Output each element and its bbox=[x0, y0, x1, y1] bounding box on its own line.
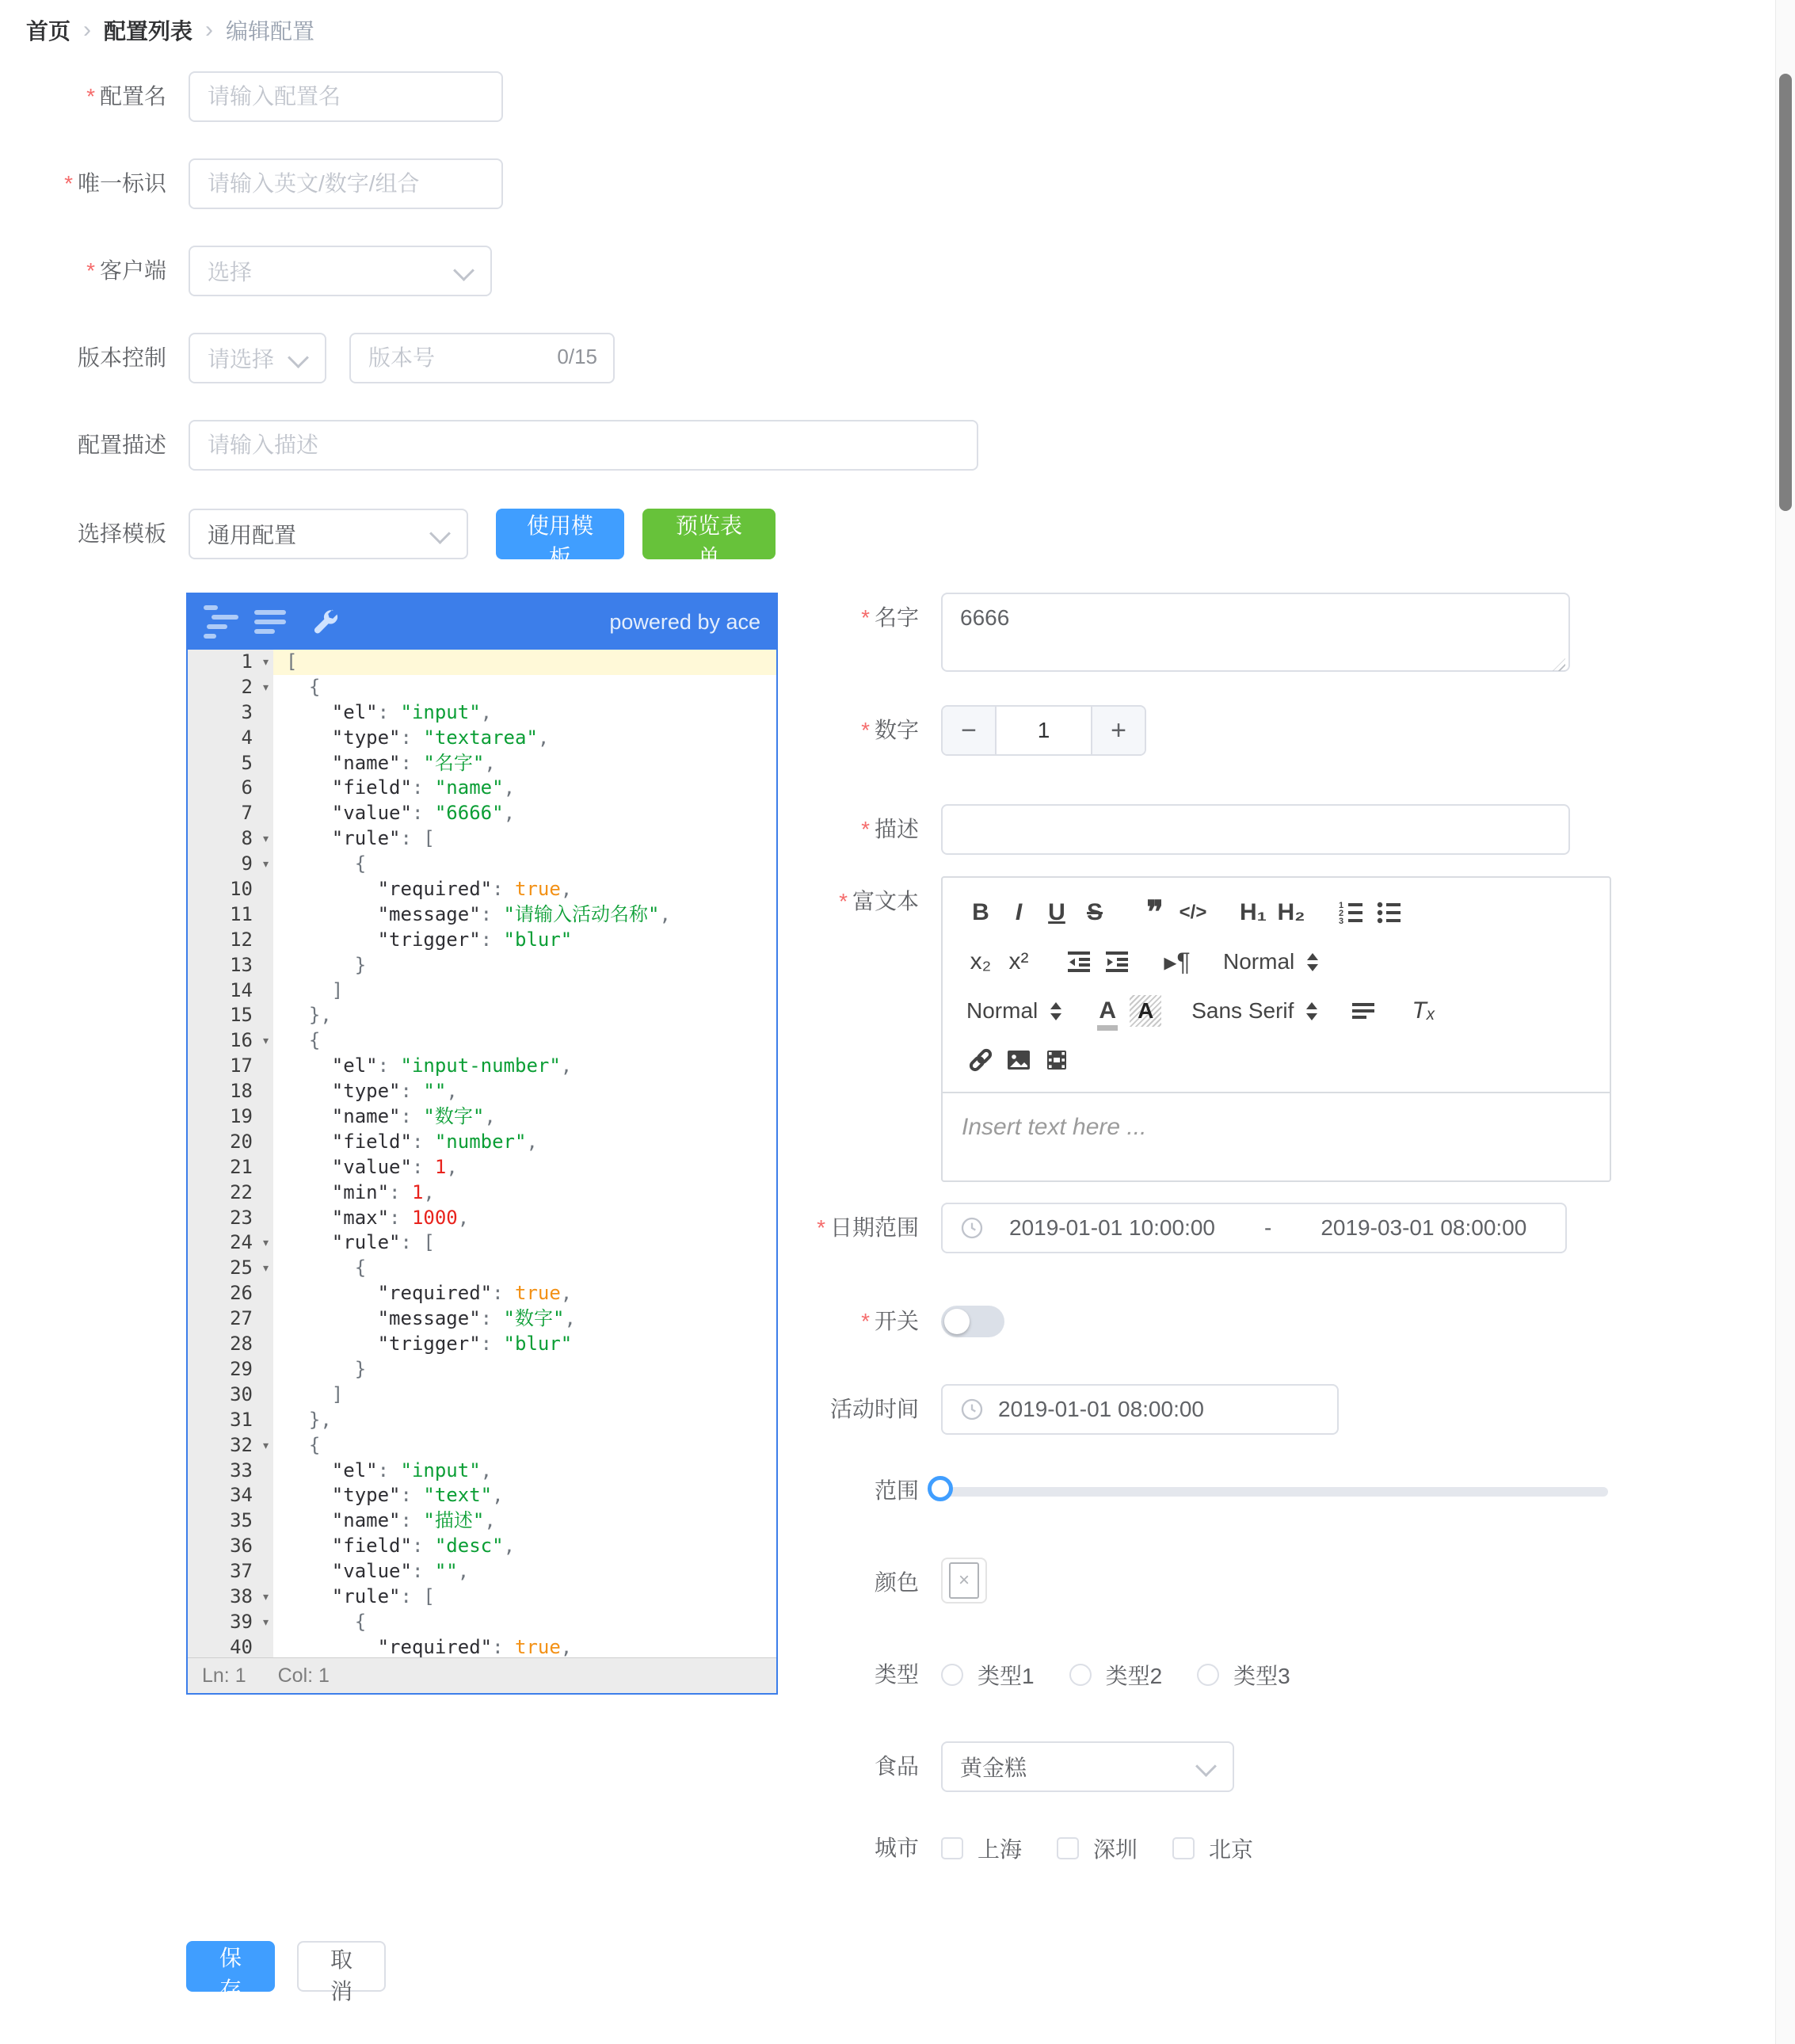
chevron-down-icon bbox=[453, 260, 474, 281]
code-line[interactable]: 9 ▾ { bbox=[188, 852, 776, 877]
line-number: 5 bbox=[188, 751, 273, 776]
line-number[interactable]: 1 ▾ bbox=[188, 650, 273, 675]
code-line[interactable]: 32 ▾ { bbox=[188, 1433, 776, 1459]
desc-label: * 描述 bbox=[784, 804, 919, 855]
code-line[interactable]: 5 "name": "名字", bbox=[188, 751, 776, 776]
line-number: 31 bbox=[188, 1408, 273, 1433]
date-range-picker[interactable] bbox=[941, 1203, 1567, 1253]
checkbox-shanghai[interactable]: 上海 bbox=[941, 1832, 1022, 1864]
bullet-list-icon[interactable] bbox=[1370, 894, 1408, 932]
video-icon[interactable] bbox=[1038, 1041, 1076, 1079]
editor-status-bar bbox=[188, 1657, 776, 1693]
checkbox-beijing[interactable]: 北京 bbox=[1172, 1832, 1253, 1864]
cancel-button[interactable]: 取消 bbox=[297, 1941, 386, 1992]
settings-wrench-icon[interactable] bbox=[305, 604, 346, 639]
code-line[interactable]: 20 "field": "number", bbox=[188, 1130, 776, 1155]
code-line[interactable]: 35 "name": "描述", bbox=[188, 1508, 776, 1534]
code-line[interactable]: 34 "type": "text", bbox=[188, 1483, 776, 1508]
line-number: 29 bbox=[188, 1357, 273, 1382]
type-label: 类型 bbox=[874, 1662, 919, 1687]
fold-arrow-icon[interactable]: ▾ bbox=[261, 1588, 270, 1605]
version-select[interactable] bbox=[189, 333, 326, 383]
line-number: 18 bbox=[188, 1079, 273, 1104]
line-number[interactable]: 24 ▾ bbox=[188, 1230, 273, 1256]
code-line[interactable]: 36 "field": "desc", bbox=[188, 1534, 776, 1559]
range-label: 范围 bbox=[874, 1478, 919, 1503]
breadcrumb-separator: › bbox=[83, 17, 92, 43]
powered-by-ace-label: powered by ace bbox=[609, 609, 760, 634]
code-line[interactable]: 7 "value": "6666", bbox=[188, 801, 776, 826]
code-line[interactable]: 38 ▾ "rule": [ bbox=[188, 1584, 776, 1610]
food-select-value: 黄金糕 bbox=[960, 1756, 1027, 1780]
city-label: 城市 bbox=[874, 1836, 919, 1860]
config-name-row bbox=[32, 71, 503, 122]
line-number[interactable]: 32 ▾ bbox=[188, 1433, 273, 1459]
date-range-end[interactable]: 2019-03-01 08:00:00 bbox=[1321, 1215, 1527, 1240]
breadcrumb-edit-config: 编辑配置 bbox=[226, 19, 315, 44]
line-number: 30 bbox=[188, 1382, 273, 1408]
number-label: * 数字 bbox=[784, 705, 919, 756]
food-select[interactable] bbox=[941, 1741, 1234, 1792]
code-line[interactable]: 33 "el": "input", bbox=[188, 1459, 776, 1484]
version-control-label: 版本控制 bbox=[77, 345, 166, 370]
code-block-icon[interactable]: </> bbox=[1179, 902, 1207, 923]
subscript-icon[interactable]: x₂ bbox=[970, 948, 992, 974]
config-name-label: * 配置名 bbox=[32, 71, 166, 122]
code-line[interactable]: 40 "required": true, bbox=[188, 1635, 776, 1657]
code-line[interactable]: 25 ▾ { bbox=[188, 1256, 776, 1281]
date-range-row bbox=[784, 1203, 1567, 1253]
line-number[interactable]: 2 ▾ bbox=[188, 675, 273, 700]
header-1-icon[interactable]: H₁ bbox=[1239, 899, 1267, 925]
preview-form-button[interactable]: 预览表单 bbox=[642, 509, 776, 559]
desc-input[interactable] bbox=[941, 804, 1570, 855]
indent-icon[interactable] bbox=[1098, 943, 1136, 981]
dropdown-arrows-icon bbox=[1307, 953, 1318, 971]
rich-text-row bbox=[784, 876, 1611, 1182]
code-line[interactable]: 18 "type": "", bbox=[188, 1079, 776, 1104]
line-number: 28 bbox=[188, 1332, 273, 1357]
fold-arrow-icon[interactable]: ▾ bbox=[261, 1032, 270, 1050]
code-line[interactable]: 29 } bbox=[188, 1357, 776, 1382]
decrease-button[interactable]: − bbox=[943, 707, 997, 754]
code-line[interactable]: 14 ] bbox=[188, 978, 776, 1004]
checkbox-icon bbox=[941, 1837, 963, 1859]
line-number[interactable]: 16 ▾ bbox=[188, 1028, 273, 1054]
range-row bbox=[784, 1474, 1656, 1510]
scrollbar-track[interactable] bbox=[1775, 0, 1795, 2044]
switch-knob bbox=[944, 1309, 970, 1334]
client-select[interactable] bbox=[189, 246, 492, 296]
fold-arrow-icon[interactable]: ▾ bbox=[261, 678, 270, 696]
code-lines[interactable] bbox=[188, 650, 776, 1657]
breadcrumb-separator: › bbox=[205, 17, 214, 43]
code-line[interactable]: 22 "min": 1, bbox=[188, 1180, 776, 1206]
number-input[interactable] bbox=[997, 707, 1091, 754]
code-line[interactable]: 17 "el": "input-number", bbox=[188, 1054, 776, 1079]
line-number: 20 bbox=[188, 1130, 273, 1155]
date-range-label: * 日期范围 bbox=[784, 1203, 919, 1253]
type-row bbox=[784, 1653, 1325, 1697]
fold-arrow-icon[interactable]: ▾ bbox=[261, 1436, 270, 1454]
line-number: 36 bbox=[188, 1534, 273, 1559]
superscript-icon[interactable]: x² bbox=[1008, 948, 1029, 974]
line-number: 15 bbox=[188, 1003, 273, 1028]
checkbox-shenzhen[interactable]: 深圳 bbox=[1057, 1832, 1138, 1864]
code-line[interactable]: 39 ▾ { bbox=[188, 1610, 776, 1635]
code-line[interactable]: 6 "field": "name", bbox=[188, 776, 776, 801]
range-slider[interactable] bbox=[931, 1487, 1608, 1497]
name-label: * 名字 bbox=[784, 593, 919, 643]
fold-arrow-icon[interactable]: ▾ bbox=[261, 1260, 270, 1277]
scrollbar-thumb[interactable] bbox=[1779, 74, 1792, 511]
line-number: 6 bbox=[188, 776, 273, 801]
svg-text:1: 1 bbox=[1339, 901, 1344, 910]
code-line[interactable]: 19 "name": "数字", bbox=[188, 1104, 776, 1130]
template-select[interactable] bbox=[189, 509, 468, 559]
version-select-placeholder: 请选择 bbox=[208, 347, 275, 372]
font-dropdown[interactable] bbox=[1187, 998, 1322, 1024]
bold-icon[interactable]: B bbox=[972, 899, 989, 925]
increase-button[interactable]: + bbox=[1091, 707, 1145, 754]
rich-text-label: * 富文本 bbox=[784, 876, 919, 927]
code-line[interactable]: 15 }, bbox=[188, 1003, 776, 1028]
client-select-placeholder: 选择 bbox=[208, 260, 253, 284]
fold-arrow-icon[interactable]: ▾ bbox=[261, 830, 270, 848]
size-dropdown[interactable] bbox=[1218, 949, 1323, 974]
activity-time-picker[interactable] bbox=[941, 1384, 1339, 1435]
code-editor-header bbox=[188, 594, 776, 650]
line-number: 23 bbox=[188, 1206, 273, 1231]
code-line[interactable]: 2 ▾ { bbox=[188, 675, 776, 700]
status-line: Ln: 1 bbox=[202, 1664, 246, 1687]
city-row bbox=[784, 1826, 1288, 1870]
radio-icon bbox=[1197, 1664, 1219, 1686]
align-icon[interactable] bbox=[1344, 992, 1382, 1030]
underline-icon[interactable]: U bbox=[1048, 899, 1065, 925]
line-number[interactable]: 9 ▾ bbox=[188, 852, 273, 877]
line-number: 7 bbox=[188, 801, 273, 826]
outdent-icon[interactable] bbox=[1060, 943, 1098, 981]
save-button[interactable]: 保存 bbox=[186, 1941, 275, 1992]
line-number: 4 bbox=[188, 726, 273, 751]
fold-arrow-icon[interactable]: ▾ bbox=[261, 1234, 270, 1252]
align-lines-icon[interactable] bbox=[254, 604, 295, 639]
code-line[interactable]: 31 }, bbox=[188, 1408, 776, 1433]
radio-icon bbox=[941, 1664, 963, 1686]
code-line[interactable]: 24 ▾ "rule": [ bbox=[188, 1230, 776, 1256]
code-line[interactable]: 11 "message": "请输入活动名称", bbox=[188, 902, 776, 928]
date-range-start[interactable]: 2019-01-01 10:00:00 bbox=[1009, 1215, 1215, 1240]
clean-format-icon[interactable]: Tₓ bbox=[1412, 997, 1436, 1024]
header-dropdown-value: Normal bbox=[966, 998, 1039, 1023]
line-number[interactable]: 8 ▾ bbox=[188, 826, 273, 852]
image-icon[interactable] bbox=[1000, 1041, 1038, 1079]
template-row bbox=[32, 509, 776, 570]
color-label: 颜色 bbox=[874, 1570, 919, 1595]
activity-time-value[interactable]: 2019-01-01 08:00:00 bbox=[998, 1397, 1204, 1421]
desc-row bbox=[784, 804, 1570, 855]
unique-id-label: * 唯一标识 bbox=[32, 158, 166, 209]
client-row bbox=[32, 246, 492, 296]
unique-id-input[interactable] bbox=[189, 158, 503, 209]
ordered-list-icon[interactable] bbox=[1332, 894, 1370, 932]
line-number[interactable]: 38 ▾ bbox=[188, 1584, 273, 1610]
rich-text-editor bbox=[941, 876, 1611, 1182]
code-line[interactable]: 4 "type": "textarea", bbox=[188, 726, 776, 751]
switch-label: * 开关 bbox=[784, 1299, 919, 1344]
code-line[interactable]: 10 "required": true, bbox=[188, 877, 776, 902]
italic-icon[interactable]: I bbox=[1015, 899, 1023, 925]
breadcrumb bbox=[26, 14, 314, 46]
switch-row bbox=[784, 1299, 1004, 1344]
date-range-separator: - bbox=[1264, 1215, 1272, 1240]
code-line[interactable]: 26 "required": true, bbox=[188, 1281, 776, 1306]
food-row bbox=[784, 1741, 1234, 1792]
use-template-button[interactable]: 使用模板 bbox=[496, 509, 624, 559]
number-row bbox=[784, 705, 1146, 756]
template-select-value: 通用配置 bbox=[208, 523, 297, 547]
radio-icon bbox=[1069, 1664, 1092, 1686]
color-row bbox=[784, 1558, 987, 1608]
config-desc-label: 配置描述 bbox=[77, 433, 166, 457]
name-row bbox=[784, 593, 1570, 676]
code-line[interactable]: 37 "value": "", bbox=[188, 1559, 776, 1584]
activity-time-label: 活动时间 bbox=[829, 1397, 919, 1421]
line-number: 12 bbox=[188, 928, 273, 953]
line-number: 11 bbox=[188, 902, 273, 928]
clock-icon bbox=[960, 1216, 984, 1240]
rich-text-content[interactable]: Insert text here ... bbox=[962, 1114, 1147, 1140]
line-number: 22 bbox=[188, 1180, 273, 1206]
code-line[interactable]: 3 "el": "input", bbox=[188, 700, 776, 726]
line-number: 19 bbox=[188, 1104, 273, 1130]
client-label: * 客户端 bbox=[32, 246, 166, 296]
background-color-icon[interactable]: A bbox=[1126, 992, 1164, 1030]
radio-type2[interactable]: 类型2 bbox=[1069, 1659, 1163, 1691]
svg-text:2: 2 bbox=[1339, 909, 1344, 918]
char-counter: 0/15 bbox=[557, 345, 597, 368]
breadcrumb-config-list[interactable]: 配置列表 bbox=[104, 19, 193, 44]
format-lines-icon[interactable] bbox=[204, 604, 245, 639]
line-number: 33 bbox=[188, 1459, 273, 1484]
radio-type3[interactable]: 类型3 bbox=[1197, 1659, 1290, 1691]
line-number: 35 bbox=[188, 1508, 273, 1534]
line-number[interactable]: 25 ▾ bbox=[188, 1256, 273, 1281]
fold-arrow-icon[interactable]: ▾ bbox=[261, 856, 270, 873]
toggle-switch[interactable] bbox=[941, 1306, 1004, 1337]
text-direction-icon[interactable]: ▸¶ bbox=[1164, 948, 1191, 976]
line-number: 10 bbox=[188, 877, 273, 902]
code-line[interactable]: 8 ▾ "rule": [ bbox=[188, 826, 776, 852]
number-stepper bbox=[941, 705, 1146, 756]
code-line[interactable]: 27 "message": "数字", bbox=[188, 1306, 776, 1332]
line-number: 26 bbox=[188, 1281, 273, 1306]
line-number: 13 bbox=[188, 953, 273, 978]
code-line[interactable]: 1 ▾ [ bbox=[188, 650, 776, 675]
code-editor[interactable] bbox=[186, 593, 778, 1695]
breadcrumb-home[interactable]: 首页 bbox=[26, 19, 71, 44]
status-col: Col: 1 bbox=[277, 1664, 330, 1687]
size-dropdown-value: Normal bbox=[1223, 949, 1295, 974]
line-number[interactable]: 39 ▾ bbox=[188, 1610, 273, 1635]
fold-arrow-icon[interactable]: ▾ bbox=[261, 1613, 270, 1630]
header-2-icon[interactable]: H₂ bbox=[1277, 899, 1305, 925]
code-line[interactable]: 13 } bbox=[188, 953, 776, 978]
activity-time-row bbox=[784, 1384, 1339, 1435]
code-line[interactable]: 23 "max": 1000, bbox=[188, 1206, 776, 1231]
line-number: 3 bbox=[188, 700, 273, 726]
unique-id-row bbox=[32, 158, 503, 209]
name-textarea[interactable] bbox=[941, 593, 1570, 672]
code-line[interactable]: 12 "trigger": "blur" bbox=[188, 928, 776, 953]
color-picker[interactable] bbox=[941, 1558, 987, 1604]
header-dropdown[interactable] bbox=[962, 998, 1066, 1024]
config-desc-input[interactable] bbox=[189, 420, 978, 471]
checkbox-icon bbox=[1172, 1837, 1195, 1859]
template-label: 选择模板 bbox=[77, 521, 166, 546]
code-line[interactable]: 30 ] bbox=[188, 1382, 776, 1408]
line-number: 27 bbox=[188, 1306, 273, 1332]
checkbox-icon bbox=[1057, 1837, 1079, 1859]
code-line[interactable]: 28 "trigger": "blur" bbox=[188, 1332, 776, 1357]
chevron-down-icon bbox=[288, 347, 309, 368]
dropdown-arrows-icon bbox=[1306, 1002, 1317, 1020]
color-clear-icon: × bbox=[949, 1562, 979, 1599]
chevron-down-icon bbox=[1195, 1756, 1217, 1777]
slider-handle[interactable] bbox=[928, 1476, 953, 1501]
line-number: 17 bbox=[188, 1054, 273, 1079]
svg-text:3: 3 bbox=[1339, 917, 1344, 926]
config-name-input[interactable] bbox=[189, 71, 503, 122]
line-number: 14 bbox=[188, 978, 273, 1004]
dropdown-arrows-icon bbox=[1050, 1002, 1061, 1020]
blockquote-icon[interactable]: ❞ bbox=[1146, 895, 1164, 930]
line-number: 21 bbox=[188, 1155, 273, 1180]
code-line[interactable]: 21 "value": 1, bbox=[188, 1155, 776, 1180]
version-control-row bbox=[32, 333, 615, 383]
fold-arrow-icon[interactable]: ▾ bbox=[261, 654, 270, 670]
rich-text-toolbar bbox=[943, 878, 1610, 1093]
font-dropdown-value: Sans Serif bbox=[1191, 998, 1294, 1023]
line-number: 37 bbox=[188, 1559, 273, 1584]
text-color-icon[interactable]: A bbox=[1099, 997, 1117, 1024]
config-desc-row bbox=[32, 420, 978, 471]
food-label: 食品 bbox=[874, 1754, 919, 1779]
clock-icon bbox=[960, 1398, 984, 1421]
chevron-down-icon bbox=[429, 523, 451, 544]
strikethrough-icon[interactable]: S bbox=[1086, 899, 1103, 925]
line-number: 34 bbox=[188, 1483, 273, 1508]
radio-type1[interactable]: 类型1 bbox=[941, 1659, 1035, 1691]
line-number: 40 bbox=[188, 1635, 273, 1657]
code-line[interactable]: 16 ▾ { bbox=[188, 1028, 776, 1054]
link-icon[interactable] bbox=[962, 1041, 1000, 1079]
